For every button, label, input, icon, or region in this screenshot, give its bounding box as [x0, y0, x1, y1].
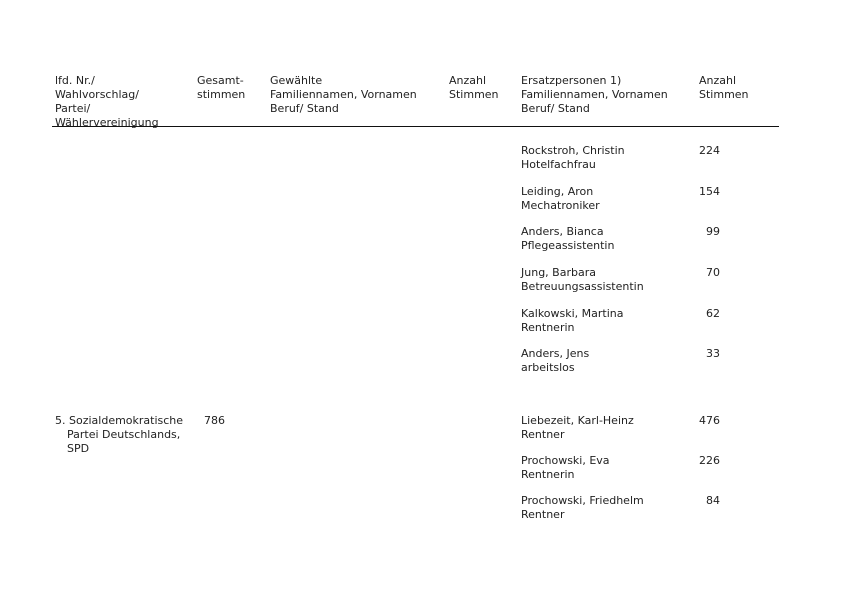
header-anzahl-stimmen-1: Anzahl Stimmen: [449, 74, 499, 101]
substitute-name: Prochowski, Eva: [521, 454, 610, 467]
substitute-occupation: Betreuungsassistentin: [521, 280, 644, 293]
substitute-entry: [521, 225, 614, 253]
header-gesamtstimmen: Gesamt- stimmen: [197, 74, 246, 101]
party-total-votes: 786: [204, 414, 225, 427]
substitute-entry: [521, 266, 644, 294]
substitute-entry: [521, 307, 624, 335]
substitute-votes: 226: [699, 454, 720, 467]
substitute-votes: 84: [706, 494, 720, 507]
header-gewaehlte: Gewählte Familiennamen, Vornamen Beruf/ Stand: [270, 74, 417, 115]
substitute-occupation: Rentner: [521, 508, 565, 521]
party-name-line: SPD: [67, 442, 90, 455]
substitute-entry: [521, 414, 634, 442]
substitute-name: Rockstroh, Christin: [521, 144, 625, 157]
party-name-line: 5. Sozialdemokratische: [55, 414, 184, 427]
substitute-occupation: Mechatroniker: [521, 199, 600, 212]
substitute-votes: 62: [706, 307, 720, 320]
substitute-entry: [521, 494, 644, 522]
substitute-occupation: Rentnerin: [521, 468, 575, 481]
party-name-line: Partei Deutschlands,: [67, 428, 181, 441]
header-ersatzpersonen: Ersatzpersonen 1) Familiennamen, Vornamen Beruf/ Stand: [521, 74, 668, 115]
substitute-occupation: Pflegeassistentin: [521, 239, 615, 252]
substitute-name: Leiding, Aron: [521, 185, 594, 198]
header-lfd-nr: lfd. Nr./ Wahlvorschlag/ Partei/ Wählervereinigung: [55, 74, 159, 129]
substitute-name: Liebezeit, Karl-Heinz: [521, 414, 634, 427]
substitute-name: Prochowski, Friedhelm: [521, 494, 644, 507]
substitute-entry: [521, 347, 589, 375]
substitute-votes: 476: [699, 414, 720, 427]
substitute-occupation: Rentnerin: [521, 321, 575, 334]
substitute-votes: 154: [699, 185, 720, 198]
substitute-occupation: Hotelfachfrau: [521, 158, 596, 171]
substitute-votes: 99: [706, 225, 720, 238]
substitute-votes: 33: [706, 347, 720, 360]
header-rule: [52, 126, 779, 127]
substitute-votes: 70: [706, 266, 720, 279]
header-anzahl-stimmen-2: Anzahl Stimmen: [699, 74, 749, 101]
substitute-votes: 224: [699, 144, 720, 157]
substitute-occupation: arbeitslos: [521, 361, 575, 374]
substitute-entry: [521, 185, 600, 213]
substitute-entry: [521, 144, 625, 172]
party-name: [55, 414, 183, 456]
substitute-name: Anders, Bianca: [521, 225, 604, 238]
substitute-name: Anders, Jens: [521, 347, 590, 360]
substitute-name: Kalkowski, Martina: [521, 307, 624, 320]
substitute-entry: [521, 454, 610, 482]
substitute-name: Jung, Barbara: [521, 266, 596, 279]
substitute-occupation: Rentner: [521, 428, 565, 441]
